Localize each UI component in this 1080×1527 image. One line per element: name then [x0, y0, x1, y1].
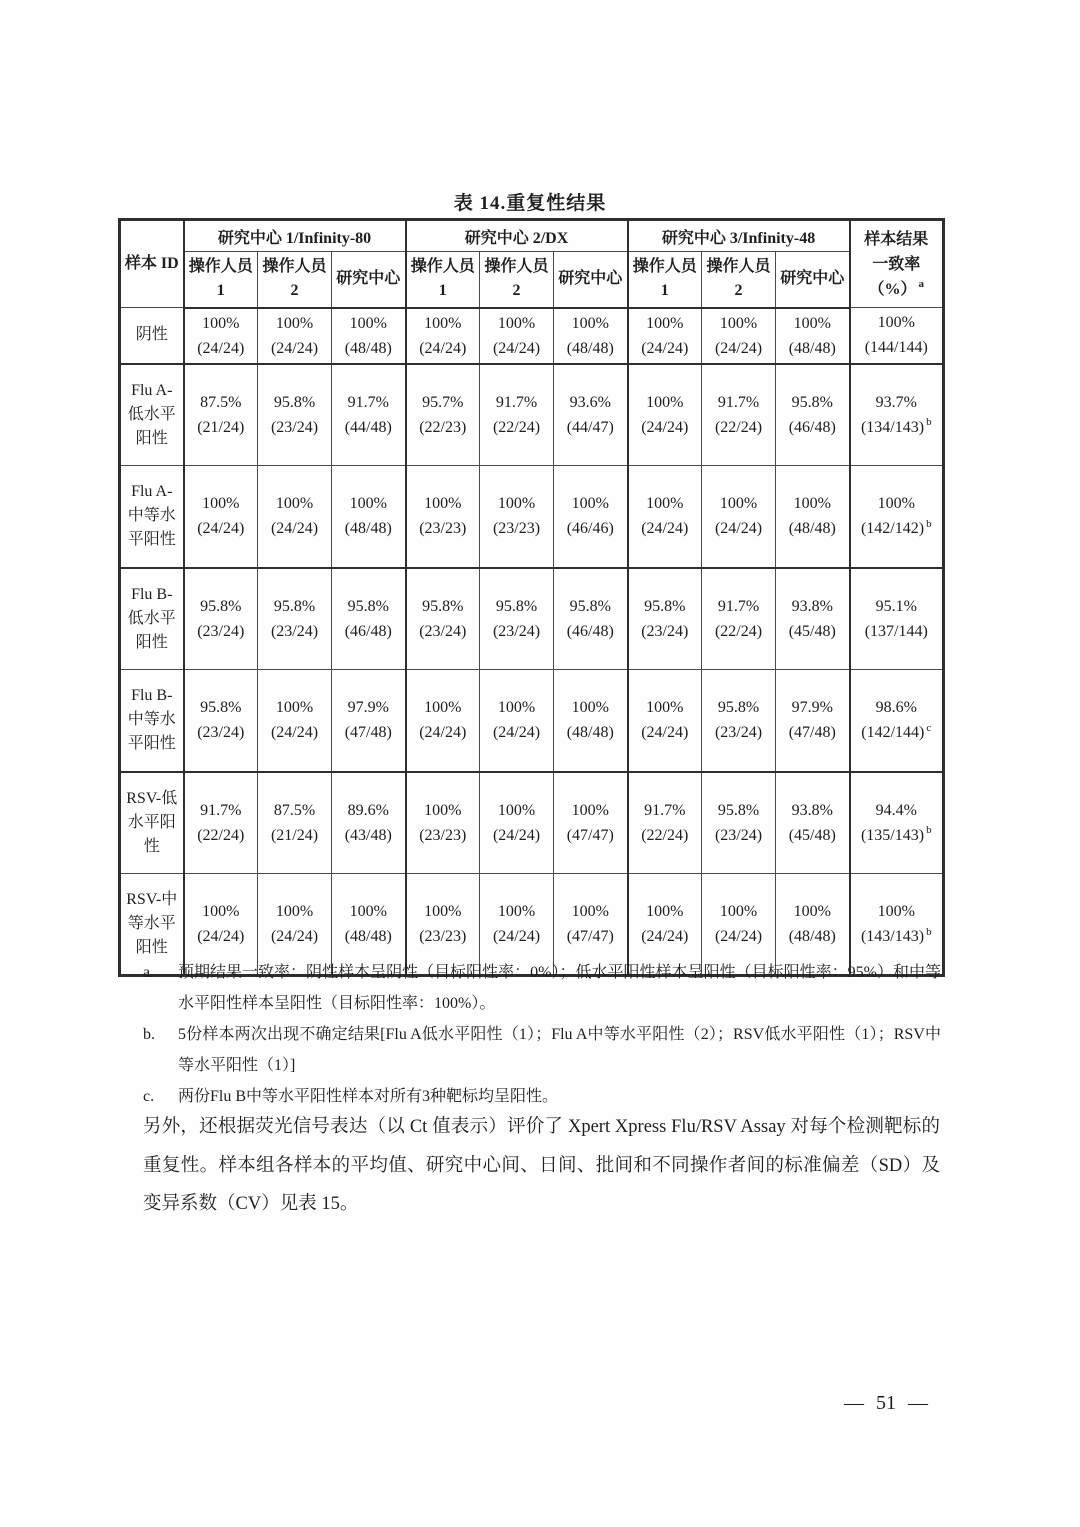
footnote-text: 5份样本两次出现不确定结果[Flu A低水平阳性（1）；Flu A中等水平阳性（2）；RSV低水平阳性（1）；RSV中等水平阳性（1）]: [178, 1026, 941, 1074]
cell-percent: 100%: [646, 495, 684, 513]
cell-percent: 94.4%: [875, 801, 917, 819]
result-cell: [554, 466, 628, 568]
cell-percent: 100%: [497, 801, 536, 819]
result-cell: [628, 772, 702, 874]
cell-percent: 100%: [349, 314, 387, 332]
result-cell: [332, 568, 406, 670]
cell-fraction: (24/24): [197, 928, 245, 945]
table-title: 表 14.重复性结果: [453, 193, 607, 214]
cell-percent: 95.8%: [644, 597, 686, 615]
result-cell: [702, 772, 776, 874]
cell-percent: 100%: [793, 903, 831, 920]
cell-percent: 95.8%: [200, 699, 242, 717]
result-cell: [258, 364, 332, 466]
cell-percent: 100%: [571, 801, 609, 819]
cell-fraction: (23/24): [197, 622, 245, 640]
overall-header-line1: 样本结果: [864, 230, 929, 248]
header-overall-consistency: [850, 220, 944, 308]
cell-fraction: (46/48): [344, 622, 392, 640]
result-cell: [258, 772, 332, 874]
cell-percent: 100%: [646, 903, 684, 920]
cell-fraction: (24/24): [641, 724, 689, 742]
result-cell: [702, 308, 776, 364]
cell-fraction: (21/24): [270, 826, 319, 844]
result-cell: [628, 670, 702, 772]
cell-percent: 95.8%: [717, 699, 760, 717]
cell-fraction: (22/24): [197, 826, 245, 844]
footnote-text: 两份Flu B中等水平阳性样本对所有3种靶标均呈阳性。: [178, 1088, 559, 1105]
cell-percent: 100%: [275, 495, 314, 513]
cell-fraction: (22/24): [714, 622, 763, 640]
cell-percent: 97.9%: [791, 699, 833, 717]
cell-percent: 100%: [202, 314, 240, 332]
cell-fraction: (24/24): [197, 339, 245, 357]
overall-header-unit: （%） $^a$: [868, 278, 925, 298]
header-c1-operator2: 操作人员 2: [258, 252, 332, 308]
cell-percent: 100%: [202, 903, 240, 920]
cell-percent: 91.7%: [717, 393, 760, 411]
result-cell: [776, 670, 850, 772]
cell-fraction: (23/24): [419, 622, 467, 640]
table-row: [120, 364, 944, 466]
cell-percent: 93.7%: [875, 393, 917, 411]
cell-fraction: (24/24): [492, 826, 541, 844]
result-cell: [184, 466, 258, 568]
overall-consistency-cell: [850, 670, 944, 772]
cell-fraction: (144/144): [864, 339, 928, 357]
header-center-3: 研究中心 3/Infinity-48: [628, 220, 850, 252]
table-row: [120, 308, 944, 364]
cell-fraction: (142/142) $^b$: [860, 517, 932, 538]
page-number: [826, 1392, 946, 1415]
result-cell: [480, 364, 554, 466]
cell-percent: 100%: [646, 393, 684, 411]
header-c3-center: 研究中心: [776, 252, 850, 308]
result-cell: [702, 568, 776, 670]
cell-fraction: (23/23): [492, 520, 541, 538]
header-c2-center: 研究中心: [554, 252, 628, 308]
cell-percent: 100%: [571, 314, 609, 332]
result-cell: [406, 308, 480, 364]
header-c3-operator1: 操作人员 1: [628, 252, 702, 308]
cell-percent: 100%: [497, 699, 536, 717]
cell-fraction: (23/24): [270, 622, 319, 640]
cell-fraction: (24/24): [197, 520, 245, 538]
cell-percent: 95.8%: [200, 597, 242, 615]
result-cell: [554, 670, 628, 772]
cell-percent: 100%: [719, 495, 758, 513]
footnote-marker: b.: [143, 1026, 155, 1043]
row-label: Flu B-低水平阳性: [120, 568, 184, 670]
footnotes-block: [143, 957, 941, 1112]
header-group-row: [120, 220, 944, 252]
cell-fraction: (22/23): [419, 418, 467, 436]
cell-fraction: (143/143) $^b$: [860, 925, 932, 945]
cell-percent: 97.9%: [347, 699, 389, 717]
footnote-ref-c: c: [926, 721, 932, 734]
footnote-ref-b: b: [926, 517, 932, 530]
result-cell: [480, 568, 554, 670]
cell-percent: 91.7%: [644, 801, 686, 819]
cell-percent: 87.5%: [200, 393, 242, 411]
header-sub-row: [120, 252, 944, 308]
footnote-ref-b: b: [926, 416, 932, 429]
result-cell: [332, 772, 406, 874]
result-cell: [480, 308, 554, 364]
cell-fraction: (23/23): [419, 826, 467, 844]
overall-consistency-cell: [850, 466, 944, 568]
cell-fraction: (24/24): [270, 520, 319, 538]
table-row: [120, 670, 944, 772]
cell-percent: 100%: [877, 314, 915, 332]
body-paragraph: 另外，还根据荧光信号表达（以 Ct 值表示）评价了 Xpert Xpress Flu/RSV Assay 对每个检测靶标的重复性。样本组各样本的平均值、研究中心间、日间、批间和不同操作者间的标准偏差（SD）及变异系数（CV）见表 15。: [143, 1117, 940, 1214]
cell-fraction: (23/24): [714, 826, 763, 844]
table-body: [120, 308, 944, 976]
result-cell: [184, 364, 258, 466]
cell-percent: 100%: [571, 903, 609, 920]
cell-percent: 100%: [275, 314, 314, 332]
result-cell: [332, 364, 406, 466]
cell-fraction: (47/48): [344, 724, 392, 742]
cell-fraction: (23/24): [270, 418, 319, 436]
result-cell: [406, 568, 480, 670]
cell-percent: 100%: [719, 314, 758, 332]
cell-fraction: (48/48): [344, 520, 392, 538]
result-cell: [184, 772, 258, 874]
cell-fraction: (46/48): [788, 418, 836, 436]
cell-fraction: (135/143) $^b$: [860, 824, 932, 844]
footnote-ref-a: a: [918, 278, 925, 291]
cell-percent: 95.8%: [495, 597, 538, 615]
cell-percent: 95.1%: [875, 597, 917, 615]
row-label: RSV-中等水平阳性: [120, 874, 184, 976]
cell-fraction: (24/24): [419, 724, 467, 742]
cell-fraction: (21/24): [197, 418, 245, 436]
cell-percent: 100%: [719, 903, 758, 920]
cell-fraction: (48/48): [566, 339, 614, 357]
row-label: RSV-低水平阳性: [120, 772, 184, 874]
header-c1-center: 研究中心: [332, 252, 406, 308]
cell-fraction: (48/48): [788, 520, 836, 538]
cell-percent: 95.7%: [422, 393, 464, 411]
result-cell: [776, 772, 850, 874]
overall-consistency-cell: [850, 308, 944, 364]
result-cell: [406, 466, 480, 568]
cell-fraction: (47/47): [566, 928, 614, 945]
cell-fraction: (23/23): [419, 520, 467, 538]
table-row: [120, 466, 944, 568]
cell-fraction: (23/24): [492, 622, 541, 640]
page-number-dash-right: —: [908, 1392, 928, 1414]
footnote-marker: a.: [143, 964, 155, 981]
result-cell: [554, 308, 628, 364]
cell-percent: 95.8%: [569, 597, 611, 615]
cell-percent: 89.6%: [347, 801, 389, 819]
cell-percent: 100%: [424, 495, 462, 513]
cell-fraction: (24/24): [714, 339, 763, 357]
header-c3-operator2: 操作人员 2: [702, 252, 776, 308]
result-cell: [332, 466, 406, 568]
table-row: [120, 568, 944, 670]
cell-percent: 100%: [877, 903, 915, 920]
overall-consistency-cell: [850, 568, 944, 670]
result-cell: [258, 670, 332, 772]
cell-percent: 91.7%: [200, 801, 242, 819]
cell-fraction: (22/24): [641, 826, 689, 844]
cell-fraction: (23/24): [641, 622, 689, 640]
result-cell: [480, 466, 554, 568]
cell-percent: 100%: [202, 495, 240, 513]
cell-percent: 100%: [349, 495, 387, 513]
footnote-ref-b: b: [926, 925, 932, 938]
header-sample-id: 样本 ID: [120, 220, 184, 308]
cell-fraction: (43/48): [344, 826, 392, 844]
row-label: Flu A-低水平阳性: [120, 364, 184, 466]
page-number-dash-left: —: [844, 1392, 864, 1414]
result-cell: [406, 772, 480, 874]
result-cell: [184, 308, 258, 364]
result-cell: [258, 466, 332, 568]
result-cell: [628, 308, 702, 364]
page-number-value: 51: [876, 1392, 896, 1414]
cell-fraction: (48/48): [788, 339, 836, 357]
cell-fraction: (23/24): [197, 724, 245, 742]
result-cell: [258, 308, 332, 364]
result-cell: [702, 466, 776, 568]
cell-fraction: (47/47): [566, 826, 614, 844]
cell-percent: 95.8%: [273, 393, 316, 411]
header-c2-operator2: 操作人员 2: [480, 252, 554, 308]
result-cell: [776, 568, 850, 670]
cell-percent: 95.8%: [791, 393, 833, 411]
table-row: [120, 772, 944, 874]
cell-fraction: (24/24): [492, 928, 541, 945]
cell-percent: 93.8%: [791, 801, 833, 819]
cell-fraction: (24/24): [641, 418, 689, 436]
footnote-marker: c.: [143, 1088, 155, 1105]
cell-percent: 87.5%: [273, 801, 316, 819]
cell-fraction: (46/48): [566, 622, 614, 640]
cell-percent: 100%: [793, 495, 831, 513]
result-cell: [776, 308, 850, 364]
cell-percent: 95.8%: [717, 801, 760, 819]
cell-percent: 95.8%: [347, 597, 389, 615]
result-cell: [332, 308, 406, 364]
cell-fraction: (24/24): [714, 520, 763, 538]
result-cell: [406, 670, 480, 772]
footnote-a: [143, 957, 941, 1019]
cell-fraction: (24/24): [714, 928, 763, 945]
row-label: Flu A-中等水平阳性: [120, 466, 184, 568]
overall-consistency-cell: [850, 772, 944, 874]
result-cell: [554, 364, 628, 466]
cell-percent: 100%: [275, 903, 314, 920]
result-cell: [480, 772, 554, 874]
cell-fraction: (46/46): [566, 520, 614, 538]
cell-fraction: (22/24): [714, 418, 763, 436]
cell-fraction: (24/24): [419, 339, 467, 357]
result-cell: [480, 670, 554, 772]
result-cell: [184, 670, 258, 772]
repeatability-table: [118, 218, 945, 977]
cell-percent: 93.8%: [791, 597, 833, 615]
header-center-1: 研究中心 1/Infinity-80: [184, 220, 406, 252]
cell-fraction: (24/24): [270, 339, 319, 357]
result-cell: [628, 364, 702, 466]
cell-percent: 91.7%: [495, 393, 538, 411]
cell-percent: 100%: [497, 314, 536, 332]
footnote-text: 预期结果一致率：阴性样本呈阴性（目标阳性率：0%）；低水平阳性样本呈阳性（目标阳性率：95%）和中等水平阳性样本呈阳性（目标阳性率：100%）。: [178, 964, 941, 1012]
cell-fraction: (48/48): [344, 928, 392, 945]
result-cell: [554, 568, 628, 670]
cell-fraction: (47/48): [788, 724, 836, 742]
result-cell: [628, 466, 702, 568]
cell-fraction: (24/24): [492, 724, 541, 742]
result-cell: [258, 568, 332, 670]
cell-percent: 100%: [793, 314, 831, 332]
header-center-2: 研究中心 2/DX: [406, 220, 628, 252]
cell-fraction: (22/24): [492, 418, 541, 436]
cell-fraction: (23/24): [714, 724, 763, 742]
result-cell: [628, 568, 702, 670]
cell-percent: 100%: [877, 495, 915, 513]
result-cell: [406, 364, 480, 466]
cell-fraction: (48/48): [788, 928, 836, 945]
cell-percent: 91.7%: [717, 597, 760, 615]
cell-fraction: (23/23): [419, 928, 467, 945]
cell-percent: 95.8%: [273, 597, 316, 615]
row-label: 阴性: [120, 308, 184, 364]
cell-percent: 100%: [424, 903, 462, 920]
cell-percent: 100%: [646, 699, 684, 717]
cell-fraction: (24/24): [270, 724, 319, 742]
footnote-ref-b: b: [926, 824, 932, 837]
cell-fraction: (24/24): [492, 339, 541, 357]
cell-percent: 100%: [349, 903, 387, 920]
cell-fraction: (142/144) $^c$: [861, 721, 932, 742]
row-label: Flu B-中等水平阳性: [120, 670, 184, 772]
cell-fraction: (134/143) $^b$: [860, 416, 932, 436]
cell-fraction: (44/48): [344, 418, 392, 436]
cell-fraction: (137/144): [864, 622, 928, 640]
cell-fraction: (24/24): [270, 928, 319, 945]
cell-percent: 93.6%: [569, 393, 611, 411]
cell-percent: 95.8%: [422, 597, 464, 615]
cell-fraction: (45/48): [788, 622, 836, 640]
overall-header-line2: 一致率: [872, 255, 921, 273]
overall-consistency-cell: [850, 364, 944, 466]
result-cell: [184, 568, 258, 670]
result-cell: [702, 364, 776, 466]
cell-fraction: (48/48): [566, 724, 614, 742]
cell-percent: 100%: [646, 314, 684, 332]
cell-fraction: (24/24): [641, 928, 689, 945]
result-cell: [702, 670, 776, 772]
cell-percent: 100%: [497, 903, 536, 920]
header-c1-operator1: 操作人员 1: [184, 252, 258, 308]
result-cell: [332, 670, 406, 772]
cell-percent: 100%: [424, 801, 462, 819]
cell-fraction: (24/24): [641, 520, 689, 538]
cell-percent: 98.6%: [875, 699, 917, 717]
header-c2-operator1: 操作人员 1: [406, 252, 480, 308]
result-cell: [776, 466, 850, 568]
cell-fraction: (45/48): [788, 826, 836, 844]
cell-percent: 100%: [424, 699, 462, 717]
cell-percent: 100%: [571, 495, 609, 513]
footnote-b: [143, 1019, 941, 1081]
cell-percent: 100%: [275, 699, 314, 717]
cell-percent: 100%: [571, 699, 609, 717]
cell-fraction: (48/48): [344, 339, 392, 357]
cell-percent: 100%: [424, 314, 462, 332]
result-cell: [554, 772, 628, 874]
result-cell: [776, 364, 850, 466]
cell-fraction: (24/24): [641, 339, 689, 357]
cell-percent: 100%: [497, 495, 536, 513]
cell-percent: 91.7%: [347, 393, 389, 411]
cell-fraction: (44/47): [566, 418, 614, 436]
